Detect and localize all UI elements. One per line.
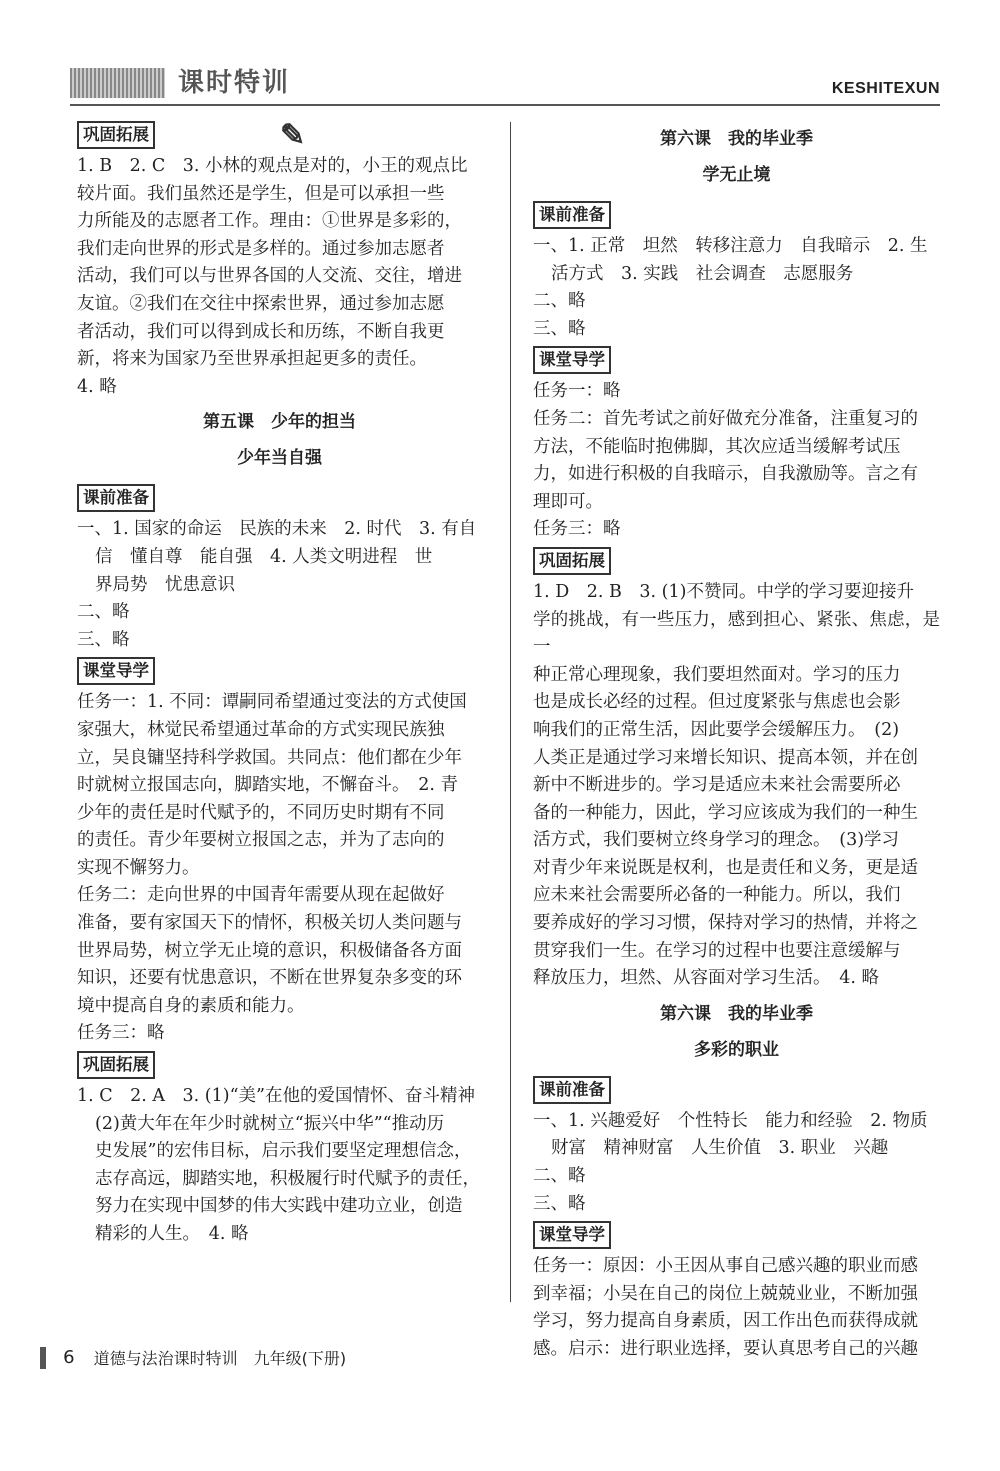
column-divider bbox=[510, 122, 511, 1302]
answer-block bbox=[533, 579, 940, 993]
text-line: 理即可。 bbox=[533, 491, 603, 512]
text-line: 实现不懈努力。 bbox=[77, 857, 200, 878]
section-label: 巩固拓展 bbox=[533, 547, 611, 575]
answer-block bbox=[533, 233, 940, 343]
text-line: 立，吴良镛坚持科学救国。共同点：他们都在少年 bbox=[77, 747, 462, 768]
text-line: 三、略 bbox=[77, 629, 130, 650]
text-line: 1. C 2. A 3. (1)“美”在他的爱国情怀、奋斗精神 bbox=[77, 1086, 475, 1107]
footer-title: 道德与法治课时特训 九年级(下册) bbox=[93, 1349, 347, 1368]
text-line: 志存高远，脚踏实地，积极履行时代赋予的责任， bbox=[95, 1168, 480, 1189]
text-line: 学习，努力提高自身素质，因工作出色而获得成就 bbox=[533, 1311, 918, 1332]
text-line: 一、1. 兴趣爱好 个性特长 能力和经验 2. 物质 bbox=[533, 1110, 928, 1131]
section-label: 课前准备 bbox=[533, 201, 611, 229]
text-line: 力，如进行积极的自我暗示，自我激励等。言之有 bbox=[533, 464, 918, 485]
answer-block bbox=[533, 1108, 940, 1218]
text-line: 三、略 bbox=[533, 318, 586, 339]
section-label: 巩固拓展 bbox=[77, 121, 155, 149]
lesson-subtitle: 多彩的职业 bbox=[694, 1039, 779, 1060]
lesson-title: 第六课 我的毕业季 bbox=[660, 1003, 813, 1024]
text-line: 贯穿我们一生。在学习的过程中也要注意缓解与 bbox=[533, 940, 901, 961]
text-line: 一、1. 国家的命运 民族的未来 2. 时代 3. 有自 bbox=[77, 519, 477, 540]
text-line: 对青少年来说既是权利，也是责任和义务，更是适 bbox=[533, 857, 918, 878]
text-line: 信 懂自尊 能自强 4. 人类文明进程 世 bbox=[95, 546, 433, 567]
section-label: 课前准备 bbox=[533, 1076, 611, 1104]
text-line: 释放压力，坦然、从容面对学习生活。 4. 略 bbox=[533, 968, 880, 989]
section-label: 课堂导学 bbox=[77, 657, 155, 685]
text-line: 任务二：首先考试之前好做充分准备，注重复习的 bbox=[533, 408, 918, 429]
text-line: 知识，还要有忧患意识，不断在世界复杂多变的环 bbox=[77, 968, 462, 989]
text-line: 友谊。②我们在交往中探索世界，通过参加志愿 bbox=[77, 293, 445, 314]
text-line: 1. B 2. C 3. 小林的观点是对的，小王的观点比 bbox=[77, 156, 468, 176]
text-line: 新，将来为国家乃至世界承担起更多的责任。 bbox=[77, 349, 427, 370]
answer-block bbox=[77, 516, 482, 654]
answer-block bbox=[77, 689, 482, 1048]
left-column bbox=[77, 118, 482, 1249]
text-line: 史发展”的宏伟目标，启示我们要坚定理想信念， bbox=[95, 1141, 472, 1162]
text-line: 新中不断进步的。学习是适应未来社会需要所必 bbox=[533, 775, 901, 796]
text-line: 方法，不能临时抱佛脚，其次应适当缓解考试压 bbox=[533, 436, 901, 457]
text-line: 世界局势，树立学无止境的意识，积极储备各方面 bbox=[77, 940, 462, 961]
footer-bar bbox=[40, 1347, 46, 1369]
text-line: 4. 略 bbox=[77, 376, 117, 397]
text-line: 的责任。青少年要树立报国之志，并为了志向的 bbox=[77, 830, 445, 851]
text-line: 也是成长必经的过程。但过度紧张与焦虑也会影 bbox=[533, 692, 901, 713]
text-line: 家强大，林觉民希望通过革命的方式实现民族独 bbox=[77, 719, 445, 740]
answer-block bbox=[533, 378, 940, 544]
right-column bbox=[533, 118, 940, 1364]
text-line: 境中提高自身的素质和能力。 bbox=[77, 995, 305, 1016]
text-line: 财富 精神财富 人生价值 3. 职业 兴趣 bbox=[551, 1138, 889, 1159]
text-line: 精彩的人生。 4. 略 bbox=[95, 1224, 249, 1244]
text-line: 活方式 3. 实践 社会调查 志愿服务 bbox=[551, 263, 854, 284]
text-line: (2)黄大年在年少时就树立“振兴中华”“推动历 bbox=[95, 1113, 445, 1134]
text-line: 备的一种能力，因此，学习应该成为我们的一种生 bbox=[533, 802, 918, 823]
text-line: 学的挑战，有一些压力，感到担心、紧张、焦虑，是一 bbox=[533, 609, 940, 658]
text-line: 任务一：略 bbox=[533, 381, 621, 402]
lesson-subtitle: 学无止境 bbox=[702, 165, 771, 185]
text-line: 努力在实现中国梦的伟大实践中建功立业，创造 bbox=[95, 1196, 463, 1217]
section-label: 课堂导学 bbox=[533, 1221, 611, 1249]
text-line: 时就树立报国志向，脚踏实地，不懈奋斗。 2. 青 bbox=[77, 775, 459, 796]
text-line: 准备，要有家国天下的情怀，积极关切人类问题与 bbox=[77, 913, 462, 934]
text-line: 种正常心理现象，我们要坦然面对。学习的压力 bbox=[533, 664, 901, 685]
text-line: 活动，我们可以与世界各国的人交流、交往，增进 bbox=[77, 266, 462, 287]
text-line: 较片面。我们虽然还是学生，但是可以承担一些 bbox=[77, 183, 445, 204]
header-logo-text: 课时特训 bbox=[178, 68, 291, 98]
answer-block bbox=[533, 1253, 940, 1363]
text-line: 任务三：略 bbox=[77, 1023, 165, 1044]
header-brand: KESHITEXUN bbox=[831, 80, 940, 97]
section-label: 巩固拓展 bbox=[77, 1051, 155, 1079]
text-line: 二、略 bbox=[533, 1166, 586, 1187]
lesson-title: 第五课 少年的担当 bbox=[203, 412, 356, 433]
text-line: 者活动，我们可以得到成长和历练，不断自我更 bbox=[77, 321, 445, 342]
text-line: 到幸福；小吴在自己的岗位上兢兢业业，不断加强 bbox=[533, 1283, 918, 1304]
text-line: 三、略 bbox=[533, 1193, 586, 1214]
text-line: 一、1. 正常 坦然 转移注意力 自我暗示 2. 生 bbox=[533, 236, 928, 256]
section-label: 课前准备 bbox=[77, 484, 155, 512]
lesson-subtitle: 少年当自强 bbox=[237, 448, 322, 469]
text-line: 人类正是通过学习来增长知识、提高本领，并在创 bbox=[533, 747, 918, 768]
text-line: 二、略 bbox=[533, 291, 586, 312]
page-footer bbox=[40, 1346, 346, 1369]
text-line: 响我们的正常生活，因此要学会缓解压力。 (2) bbox=[533, 719, 900, 740]
text-line: 1. D 2. B 3. (1)不赞同。中学的学习要迎接升 bbox=[533, 581, 914, 602]
page-number: 6 bbox=[63, 1347, 75, 1368]
text-line: 二、略 bbox=[77, 602, 130, 623]
text-line: 应未来社会需要所必备的一种能力。所以，我们 bbox=[533, 885, 901, 906]
text-line: 力所能及的志愿者工作。理由：①世界是多彩的， bbox=[77, 211, 462, 232]
text-line: 任务二：走向世界的中国青年需要从现在起做好 bbox=[77, 885, 445, 906]
text-line: 界局势 忧患意识 bbox=[95, 574, 235, 595]
lesson-title: 第六课 我的毕业季 bbox=[660, 129, 813, 149]
text-line: 任务一：1. 不同：谭嗣同希望通过变法的方式使国 bbox=[77, 692, 467, 713]
text-line: 任务一：原因：小王因从事自己感兴趣的职业而感 bbox=[533, 1256, 918, 1277]
text-line: 少年的责任是时代赋予的，不同历史时期有不同 bbox=[77, 802, 445, 823]
text-line: 感。启示：进行职业选择，要认真思考自己的兴趣 bbox=[533, 1339, 918, 1359]
answer-block bbox=[77, 153, 482, 401]
answer-block bbox=[77, 1083, 482, 1249]
text-line: 要养成好的学习习惯，保持对学习的热情，并将之 bbox=[533, 913, 918, 934]
text-line: 我们走向世界的形式是多样的。通过参加志愿者 bbox=[77, 238, 445, 259]
header-logo bbox=[140, 62, 308, 153]
header-rule bbox=[70, 104, 940, 106]
pen-icon: ✎ bbox=[280, 118, 308, 153]
section-label: 课堂导学 bbox=[533, 346, 611, 374]
text-line: 活方式，我们要树立终身学习的理念。 (3)学习 bbox=[533, 830, 900, 851]
text-line: 任务三：略 bbox=[533, 519, 621, 540]
